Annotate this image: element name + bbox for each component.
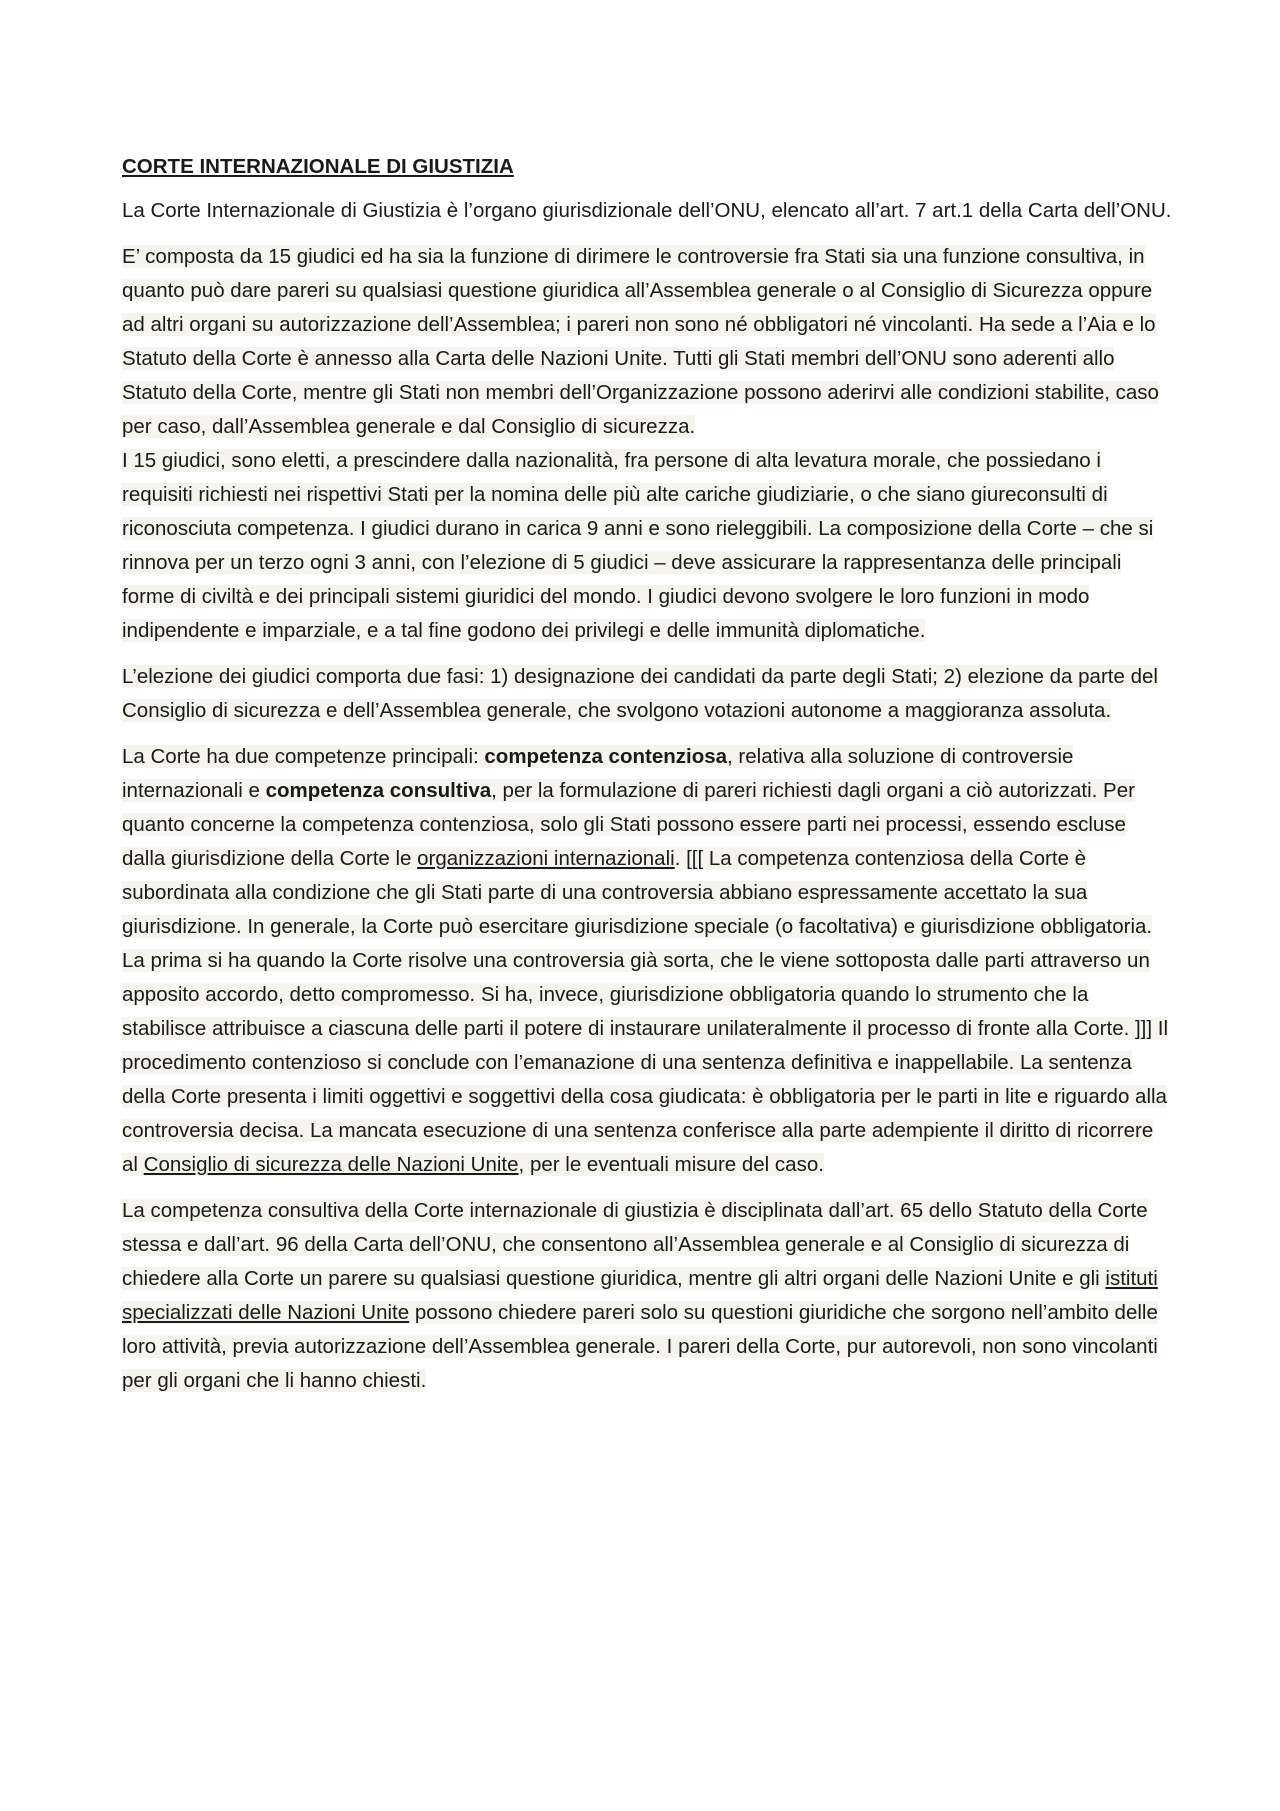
paragraph-composition <box>122 240 1172 444</box>
competenza-consultiva-term: competenza consultiva <box>265 779 492 802</box>
paragraph-election-text: L’elezione dei giudici comporta due fasi: 1) designazione dei candidati da parte degli Stati; 2) elezione da parte del Consiglio di sicurezza e dell’Assemblea generale, che svolgono votazioni autonome a maggioranza assoluta. <box>122 665 1158 722</box>
advisory-text-a: La competenza consultiva della Corte internazionale di giustizia è disciplinata dall’art. 65 dello Statuto della Corte stessa e dall’art. 96 della Carta dell’ONU, che consentono all’Assemblea generale e al Consiglio di sicurezza di chiedere alla Corte un parere su qualsiasi questione giuridica, mentre gli altri organi delle Nazioni Unite e gli <box>122 1199 1148 1290</box>
paragraph-advisory-text <box>122 1199 1158 1392</box>
competences-text-c: , relativa alla soluzione di controversie internazionali e <box>122 745 1074 802</box>
competences-text-g: . [[[ La competenza contenziosa della Corte è subordinata alla condizione che gli Stati parte di una controversia abbiano espressamente accettato la sua giurisdizione. In generale, la Corte può esercitare giurisdizione speciale (o facoltativa) e giurisdizione obbligatoria. La prima si ha quando la Corte risolve una controversia già sorta, che le viene sottoposta dalle parti attraverso un apposito accordo, detto compromesso. Si ha, invece, giurisdizione obbligatoria quando lo strumento che la stabilisce attribuisce a ciascuna delle parti il potere di instaurare unilateralmente il processo di fronte alla Corte. ]]] Il procedimento contenzioso si conclude con l’emanazione di una sentenza definitiva e inappellabile. La sentenza della Corte presenta i limiti oggettivi e soggettivi della cosa giudicata: è obbligatoria per le parti in lite e riguardo alla controversia decisa. La mancata esecuzione di una sentenza conferisce alla parte adempiente il diritto di ricorrere al <box>122 847 1169 1176</box>
link-organizzazioni-internazionali[interactable]: organizzazioni internazionali <box>417 847 675 870</box>
paragraph-intro <box>122 194 1172 228</box>
document-title: CORTE INTERNAZIONALE DI GIUSTIZIA <box>122 155 514 178</box>
link-istituti-specializzati[interactable]: istituti specializzati delle Nazioni Unite <box>122 1267 1158 1324</box>
document-page <box>122 150 1172 1410</box>
paragraph-composition-text: E’ composta da 15 giudici ed ha sia la funzione di dirimere le controversie fra Stati sia una funzione consultiva, in quanto può dare pareri su qualsiasi questione giuridica all’Assemblea generale o al Consiglio di Sicurezza oppure ad altri organi su autorizzazione dell’Assemblea; i pareri non sono né obbligatori né vincolanti. Ha sede a l’Aia e lo Statuto della Corte è annesso alla Carta delle Nazioni Unite. Tutti gli Stati membri dell’ONU sono aderenti allo Statuto della Corte, mentre gli Stati non membri dell’Organizzazione possono aderirvi alle condizioni stabilite, caso per caso, dall’Assemblea generale e dal Consiglio di sicurezza. <box>122 245 1159 438</box>
competences-text-a: La Corte ha due competenze principali: <box>122 745 485 768</box>
advisory-text-c: possono chiedere pareri solo su questioni giuridiche che sorgono nell’ambito delle loro attività, previa autorizzazione dell’Assemblea generale. I pareri della Corte, pur autorevoli, non sono vincolanti per gli organi che li hanno chiesti. <box>122 1301 1158 1392</box>
paragraph-competences <box>122 740 1172 1182</box>
paragraph-advisory <box>122 1194 1172 1398</box>
competenza-contenziosa-term: competenza contenziosa <box>484 745 728 768</box>
paragraph-competences-text <box>122 745 1168 1176</box>
paragraph-judges <box>122 444 1172 648</box>
competences-text-e: , per la formulazione di pareri richiesti dagli organi a ciò autorizzati. Per quanto concerne la competenza contenziosa, solo gli Stati possono essere parti nei processi, essendo escluse dalla giurisdizione della Corte le <box>122 779 1135 870</box>
link-consiglio-sicurezza[interactable]: Consiglio di sicurezza delle Nazioni Unite <box>143 1153 519 1176</box>
competences-text-i: , per le eventuali misure del caso. <box>518 1153 824 1176</box>
paragraph-election <box>122 660 1172 728</box>
paragraph-intro-text: La Corte Internazionale di Giustizia è l’organo giurisdizionale dell’ONU, elencato all’art. 7 art.1 della Carta dell’ONU. <box>122 199 1172 222</box>
paragraph-judges-text: I 15 giudici, sono eletti, a prescindere dalla nazionalità, fra persone di alta levatura morale, che possiedano i requisiti richiesti nei rispettivi Stati per la nomina delle più alte cariche giudiziarie, o che siano giureconsulti di riconosciuta competenza. I giudici durano in carica 9 anni e sono rieleggibili. La composizione della Corte – che si rinnova per un terzo ogni 3 anni, con l’elezione di 5 giudici – deve assicurare la rappresentanza delle principali forme di civiltà e dei principali sistemi giuridici del mondo. I giudici devono svolgere le loro funzioni in modo indipendente e imparziale, e a tal fine godono dei privilegi e delle immunità diplomatiche. <box>122 449 1154 642</box>
